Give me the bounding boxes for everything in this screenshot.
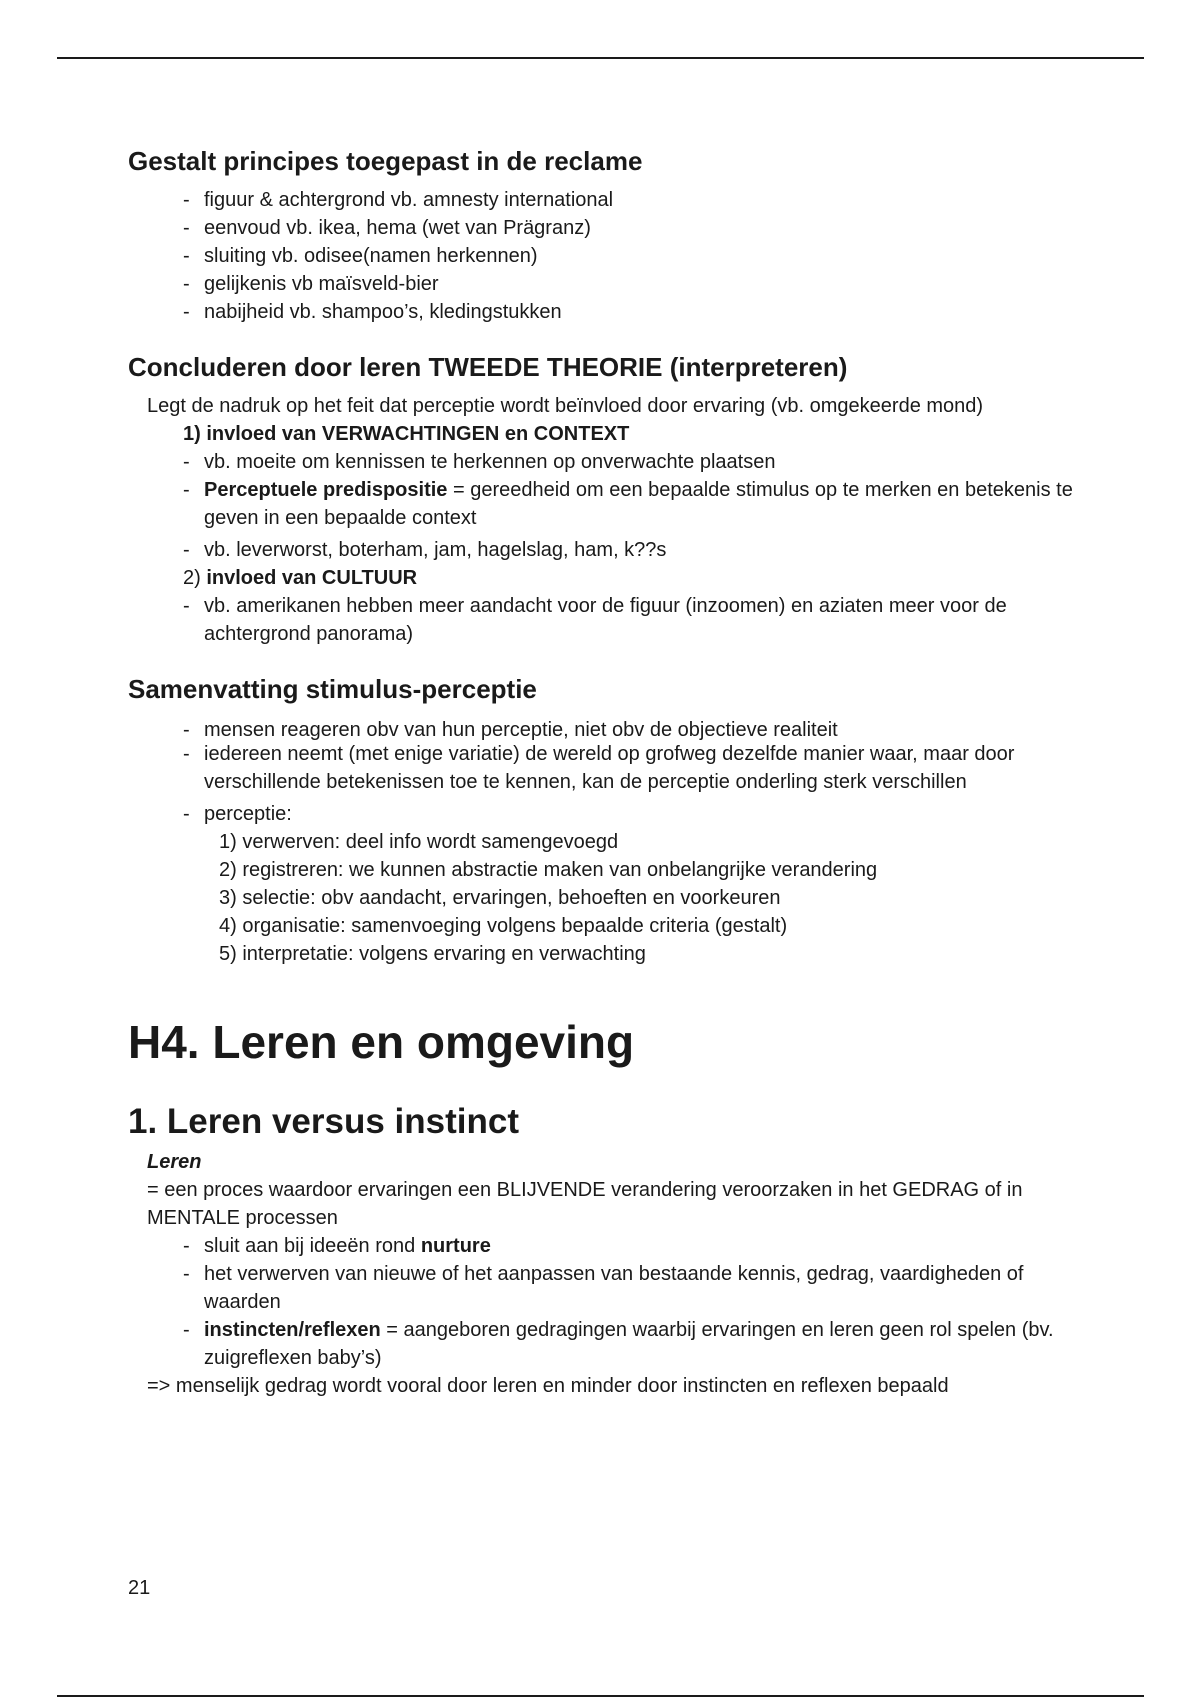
leren-list: [183, 1232, 1078, 1372]
definition-text: = gereedheid om een bepaalde stimulus op te merken en betekenis te geven in een bepaalde context: [204, 479, 1073, 529]
step-item: 4) organisatie: samenvoeging volgens bepaalde criteria (gestalt): [219, 915, 788, 937]
sub-number: 2): [183, 567, 207, 589]
list-item: [183, 476, 1078, 532]
bottom-rule: [57, 1695, 1144, 1697]
leren-definition: = een proces waardoor ervaringen een BLIJVENDE verandering veroorzaken in het GEDRAG of in MENTALE processen: [147, 1179, 1023, 1229]
sub-label: invloed van CULTUUR: [206, 567, 418, 589]
step-item: 3) selectie: obv aandacht, ervaringen, behoeften en voorkeuren: [219, 887, 781, 909]
page-content: [128, 144, 1078, 1400]
chapter-title: H4. Leren en omgeving: [128, 1016, 635, 1068]
definition-text: = aangeboren gedragingen waarbij ervaringen en leren geen rol spelen (bv. zuigreflexen baby’s): [204, 1319, 1054, 1369]
concluderen-intro: Legt de nadruk op het feit dat perceptie wordt beïnvloed door ervaring (vb. omgekeerde mond): [147, 395, 984, 417]
list-item: - nabijheid vb. shampoo’s, kledingstukken: [183, 298, 1078, 326]
gestalt-list: [183, 186, 1078, 326]
step-item: 2) registreren: we kunnen abstractie maken van onbelangrijke verandering: [219, 859, 878, 881]
samenvatting-list: [183, 716, 1078, 828]
heading-concluderen: Concluderen door leren TWEEDE THEORIE (interpreteren): [128, 352, 848, 382]
term-nurture: nurture: [420, 1235, 491, 1257]
list-item: - gelijkenis vb maïsveld-bier: [183, 270, 1078, 298]
list-item: - figuur & achtergrond vb. amnesty international: [183, 186, 1078, 214]
item-text: sluit aan bij ideeën rond: [204, 1235, 421, 1257]
list-item: - vb. moeite om kennissen te herkennen op onverwachte plaatsen: [183, 448, 1078, 476]
list-item: [183, 1316, 1078, 1372]
list-item: - eenvoud vb. ikea, hema (wet van Prägranz): [183, 214, 1078, 242]
step-item: 1) verwerven: deel info wordt samengevoegd: [219, 831, 619, 853]
sub-heading-verwachtingen: 1) invloed van VERWACHTINGEN en CONTEXT: [183, 423, 630, 445]
list-item: - vb. amerikanen hebben meer aandacht voor de figuur (inzoomen) en aziaten meer voor de achtergrond panorama): [183, 592, 1078, 648]
term-instincten: instincten/reflexen: [204, 1319, 381, 1341]
list-item: - mensen reageren obv van hun perceptie, niet obv de objectieve realiteit: [183, 716, 1078, 744]
page-number: 21: [128, 1577, 151, 1599]
step-item: 5) interpretatie: volgens ervaring en verwachting: [219, 943, 646, 965]
list-item: - vb. leverworst, boterham, jam, hagelslag, ham, k??s: [183, 536, 1078, 564]
list-item: [183, 1232, 1078, 1260]
cultuur-list: [183, 592, 1078, 648]
term-perceptuele-predispositie: Perceptuele predispositie: [204, 479, 448, 501]
sub-heading-cultuur: [183, 564, 1078, 592]
section-title: 1. Leren versus instinct: [128, 1102, 519, 1141]
verwachtingen-list: [183, 448, 1078, 564]
heading-gestalt: Gestalt principes toegepast in de reclame: [128, 146, 643, 176]
top-rule: [57, 57, 1144, 59]
term-leren: Leren: [147, 1151, 202, 1173]
list-item: - iedereen neemt (met enige variatie) de wereld op grofweg dezelfde manier waar, maar door verschillende betekenissen toe te kennen, kan de perceptie onderling sterk verschillen: [183, 740, 1078, 796]
leren-conclusion: => menselijk gedrag wordt vooral door leren en minder door instincten en reflexen bepaald: [147, 1375, 949, 1397]
list-item: - perceptie:: [183, 800, 1078, 828]
list-item: - sluiting vb. odisee(namen herkennen): [183, 242, 1078, 270]
perceptie-steps: [219, 828, 1078, 968]
list-item: - het verwerven van nieuwe of het aanpassen van bestaande kennis, gedrag, vaardigheden of waarden: [183, 1260, 1078, 1316]
heading-samenvatting: Samenvatting stimulus-perceptie: [128, 674, 537, 704]
